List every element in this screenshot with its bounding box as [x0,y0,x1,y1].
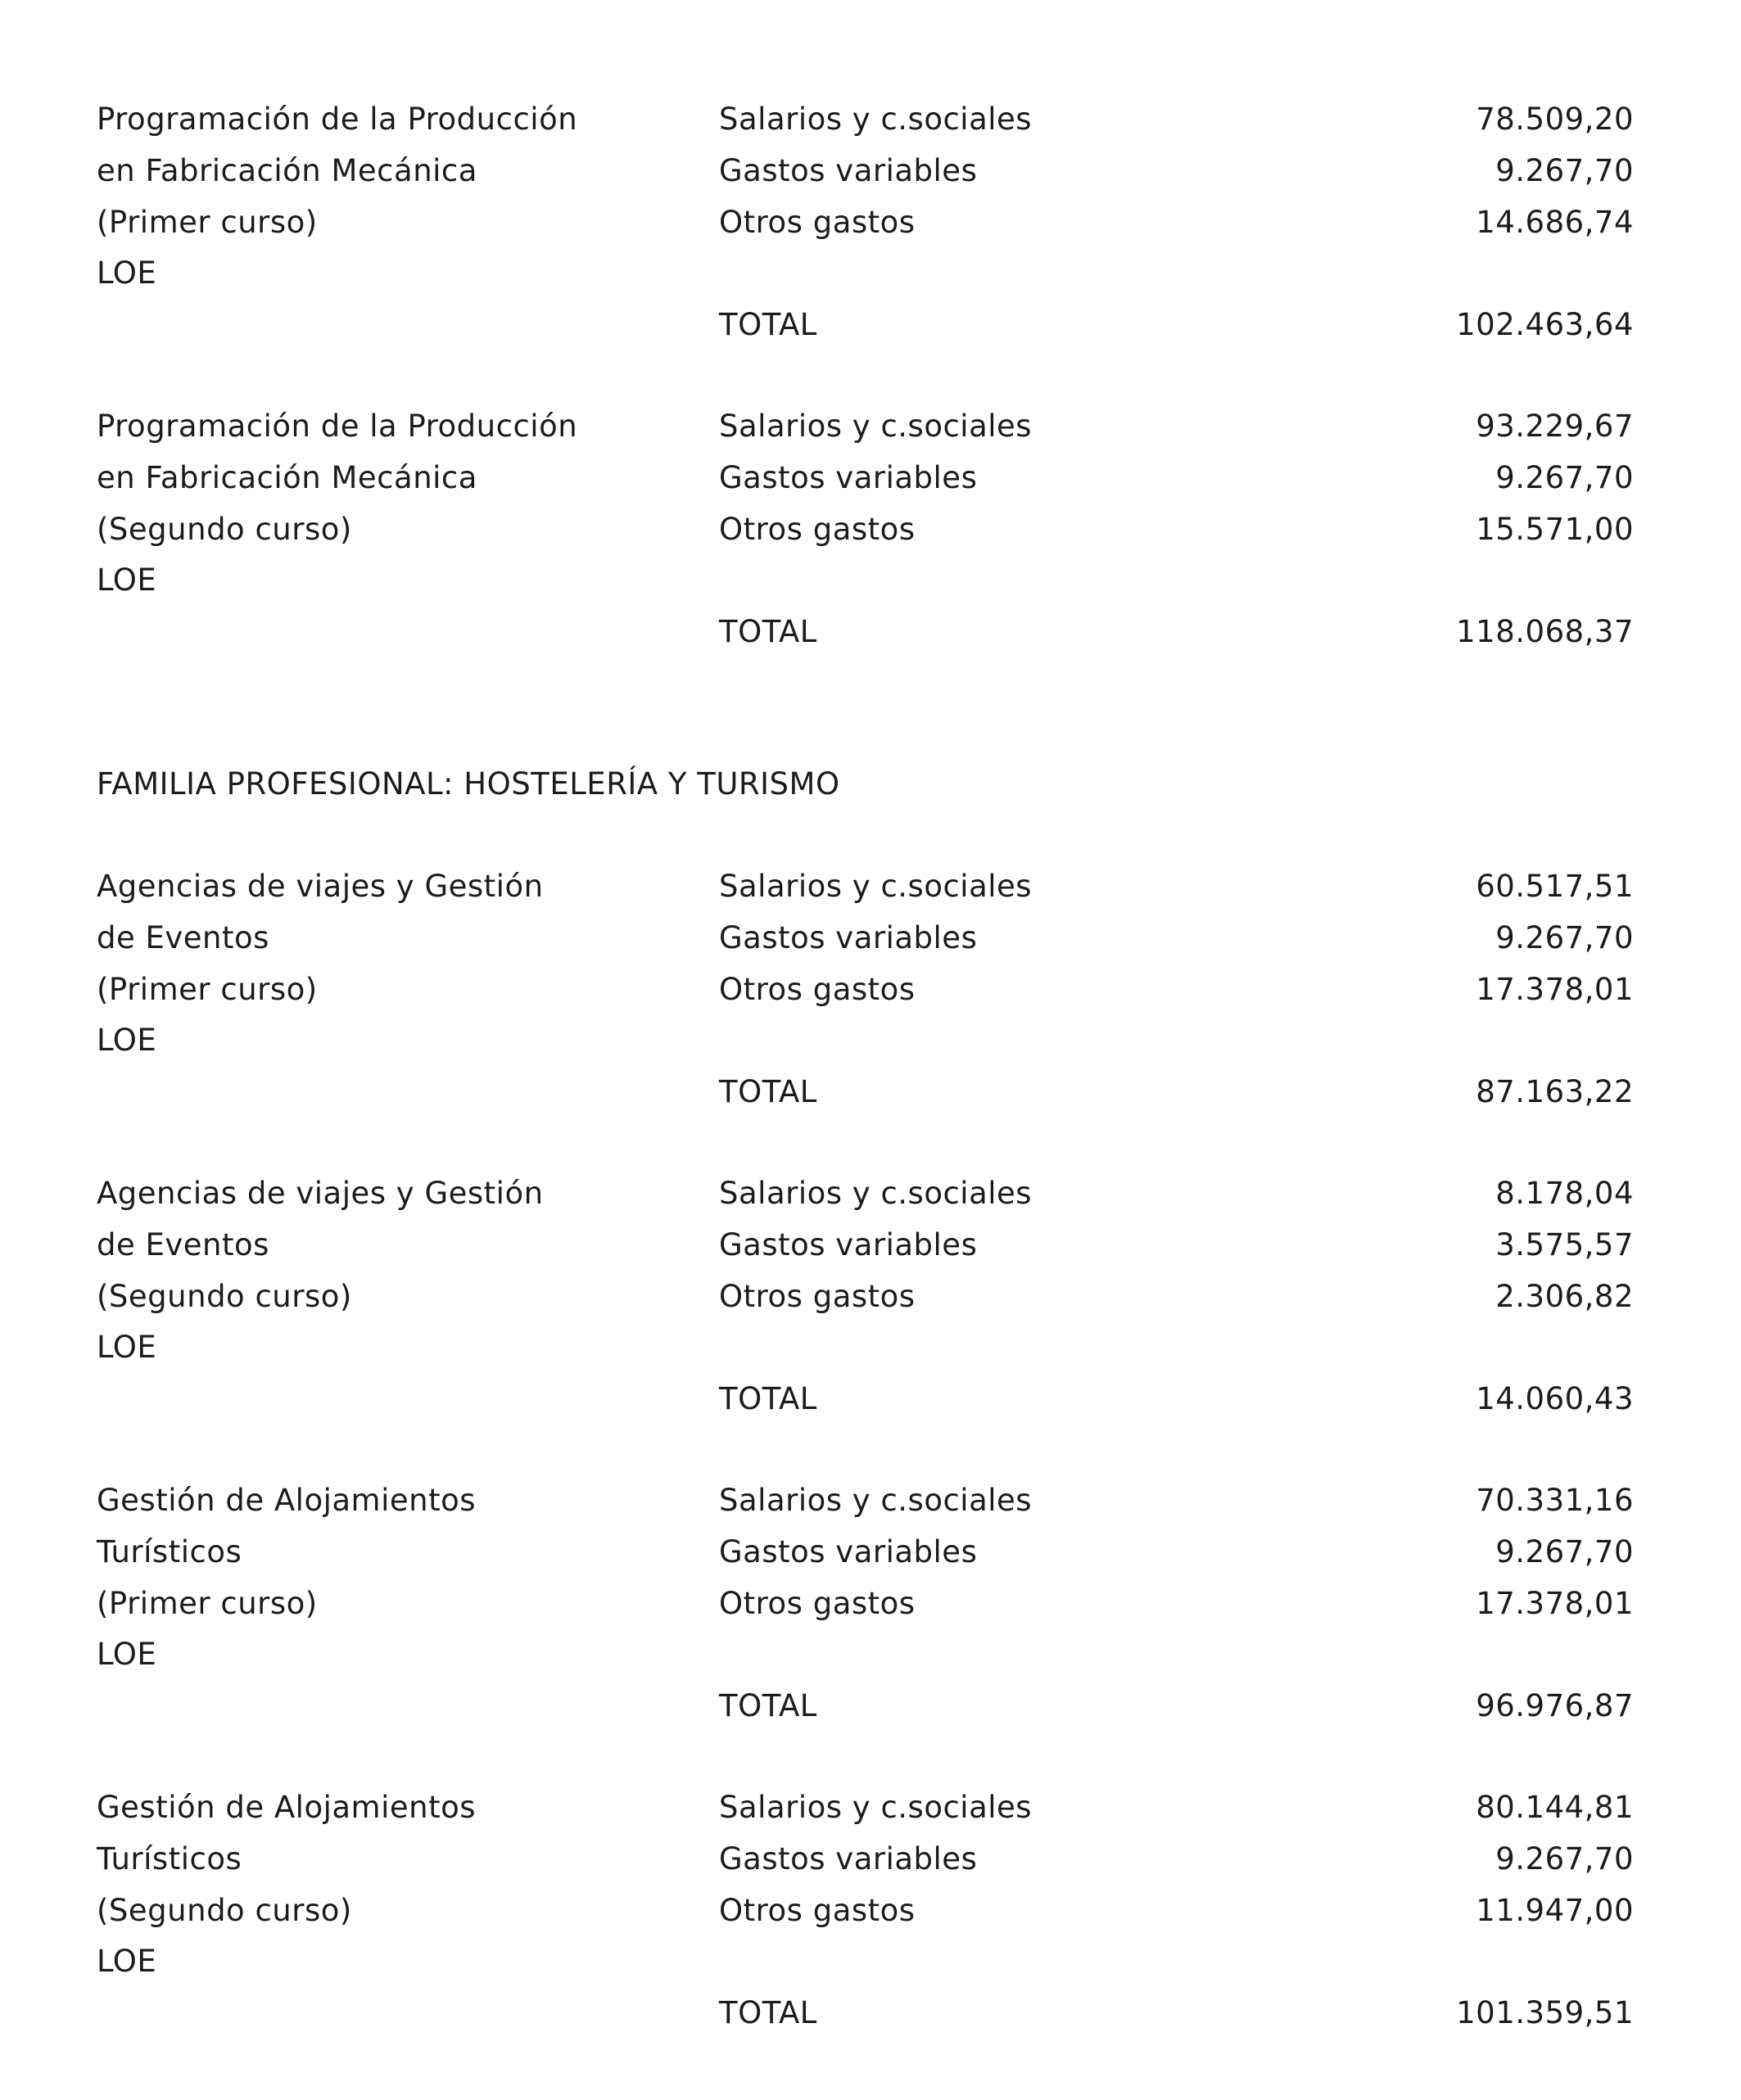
cycle-course: (Segundo curso) [97,512,352,547]
cycle-course: (Segundo curso) [97,1279,352,1314]
amount-value: 3.575,57 [1495,1227,1634,1262]
concept-label: Salarios y c.sociales [719,1176,1033,1211]
cycle-course: (Primer curso) [97,1586,318,1621]
amount-value: 14.686,74 [1476,205,1634,240]
cycle-law: LOE [97,1330,157,1365]
concept-label: Otros gastos [719,1279,916,1314]
concept-label: Gastos variables [719,153,978,188]
concept-label: Gastos variables [719,1841,978,1876]
concept-label: Salarios y c.sociales [719,1790,1033,1825]
amount-value: 80.144,81 [1476,1790,1634,1825]
cycle-course: (Primer curso) [97,972,318,1007]
total-value: 96.976,87 [1476,1688,1634,1723]
total-label: TOTAL [719,307,817,342]
cycle-law: LOE [97,562,157,598]
cycle-name-line: Gestión de Alojamientos [97,1790,476,1825]
total-value: 14.060,43 [1476,1381,1634,1416]
cycle-name-line: Turísticos [97,1534,242,1569]
concept-label: Otros gastos [719,205,916,240]
total-value: 87.163,22 [1476,1074,1634,1109]
concept-label: Otros gastos [719,1893,916,1928]
amount-value: 15.571,00 [1476,512,1634,547]
family-heading: FAMILIA PROFESIONAL: HOSTELERÍA Y TURISMO [97,766,840,802]
cycle-name-line: Agencias de viajes y Gestión [97,1176,544,1211]
concept-label: Gastos variables [719,920,978,955]
cycle-course: (Primer curso) [97,205,318,240]
amount-value: 17.378,01 [1476,1586,1634,1621]
concept-label: Gastos variables [719,460,978,495]
concept-label: Salarios y c.sociales [719,102,1033,137]
cycle-course: (Segundo curso) [97,1893,352,1928]
amount-value: 93.229,67 [1476,409,1634,444]
cycle-name-line: en Fabricación Mecánica [97,460,477,495]
total-label: TOTAL [719,1995,817,2030]
amount-value: 9.267,70 [1495,153,1634,188]
total-label: TOTAL [719,614,817,649]
amount-value: 9.267,70 [1495,920,1634,955]
concept-label: Otros gastos [719,512,916,547]
total-label: TOTAL [719,1381,817,1416]
cycle-law: LOE [97,1944,157,1979]
concept-label: Gastos variables [719,1534,978,1569]
cycle-name-line: Programación de la Producción [97,102,578,137]
cycle-law: LOE [97,1023,157,1058]
amount-value: 9.267,70 [1495,1841,1634,1876]
cycle-name-line: en Fabricación Mecánica [97,153,477,188]
amount-value: 60.517,51 [1476,869,1634,904]
amount-value: 2.306,82 [1495,1279,1634,1314]
cycle-name-line: Agencias de viajes y Gestión [97,869,544,904]
amount-value: 9.267,70 [1495,1534,1634,1569]
concept-label: Gastos variables [719,1227,978,1262]
total-value: 102.463,64 [1456,307,1634,342]
cycle-name-line: Turísticos [97,1841,242,1876]
cycle-name-line: Programación de la Producción [97,409,578,444]
concept-label: Otros gastos [719,972,916,1007]
total-value: 101.359,51 [1456,1995,1634,2030]
total-label: TOTAL [719,1688,817,1723]
total-value: 118.068,37 [1456,614,1634,649]
amount-value: 17.378,01 [1476,972,1634,1007]
cycle-law: LOE [97,1637,157,1672]
amount-value: 11.947,00 [1476,1893,1634,1928]
concept-label: Salarios y c.sociales [719,869,1033,904]
amount-value: 8.178,04 [1495,1176,1634,1211]
cycle-name-line: de Eventos [97,920,269,955]
cycle-name-line: de Eventos [97,1227,269,1262]
total-label: TOTAL [719,1074,817,1109]
concept-label: Otros gastos [719,1586,916,1621]
cycle-name-line: Gestión de Alojamientos [97,1483,476,1518]
amount-value: 70.331,16 [1476,1483,1634,1518]
amount-value: 78.509,20 [1476,102,1634,137]
amount-value: 9.267,70 [1495,460,1634,495]
concept-label: Salarios y c.sociales [719,1483,1033,1518]
concept-label: Salarios y c.sociales [719,409,1033,444]
cycle-law: LOE [97,255,157,291]
